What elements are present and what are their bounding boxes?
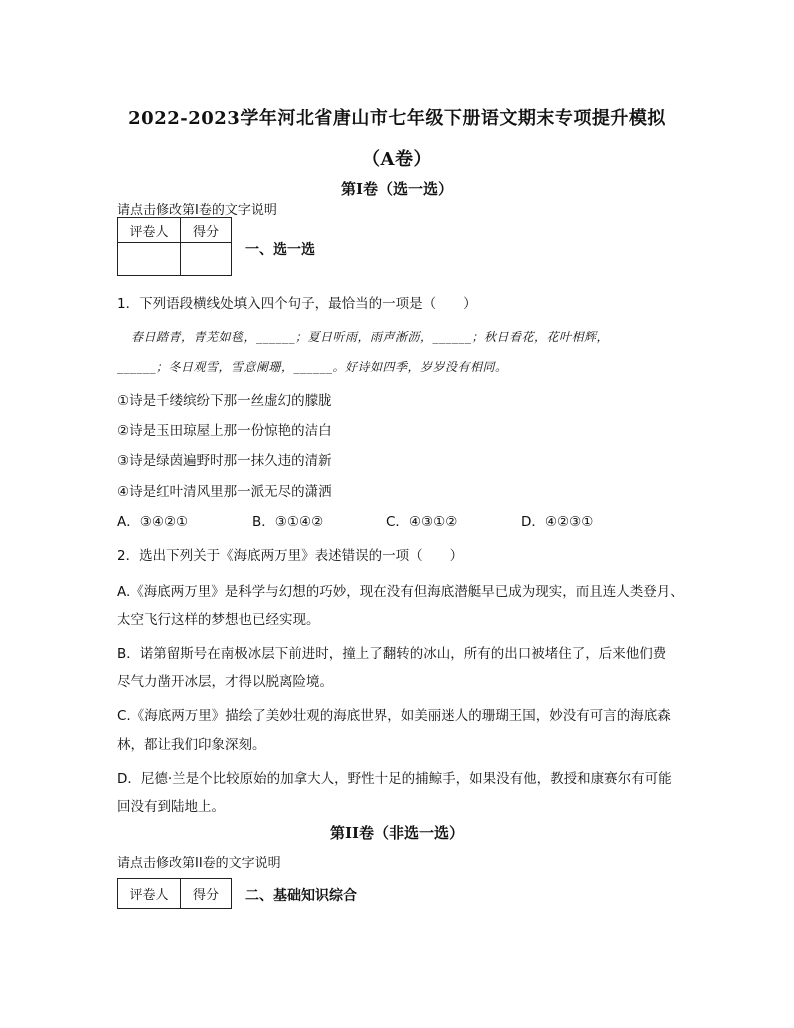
section2-score-table bbox=[117, 878, 232, 909]
q2-option-a-line1: A.《海底两万里》是科学与幻想的巧妙，现在没有但海底潜艇早已成为现实，而且连人类登月、 bbox=[117, 584, 684, 600]
score-table-header-score: 得分 bbox=[181, 218, 232, 243]
section1-heading: 第I卷（选一选） bbox=[340, 180, 454, 198]
section1-part-title: 一、选一选 bbox=[245, 242, 315, 258]
q2-option-d-line2: 回没有到陆地上。 bbox=[117, 799, 225, 815]
doc-title-line1: 2022-2023学年河北省唐山市七年级下册语文期末专项提升模拟 bbox=[128, 108, 666, 129]
score-table-header-grader: 评卷人 bbox=[118, 218, 181, 243]
q1-passage-line2: ______；冬日观雪，雪意阑珊，______。好诗如四季，岁岁没有相同。 bbox=[117, 360, 508, 374]
q1-item-1: ①诗是千缕缤纷下那一丝虚幻的朦胧 bbox=[117, 393, 332, 409]
q2-stem: 2．选出下列关于《海底两万里》表述错误的一项（ ） bbox=[117, 548, 464, 564]
section2-part-title: 二、基础知识综合 bbox=[245, 888, 357, 904]
q1-option-b[interactable]: B．③①④② bbox=[252, 514, 324, 530]
section1-note[interactable]: 请点击修改第I卷的文字说明 bbox=[117, 203, 277, 218]
q2-option-b-line2: 尽气力凿开冰层，才得以脱离险境。 bbox=[117, 674, 333, 690]
q1-item-3: ③诗是绿茵遍野时那一抹久违的清新 bbox=[117, 453, 332, 469]
q1-item-2: ②诗是玉田琼屋上那一份惊艳的洁白 bbox=[117, 423, 332, 439]
q1-passage-line1: 春日踏青，青芜如毯，______；夏日听雨，雨声淅沥，______；秋日看花，花叶相辉， bbox=[131, 330, 610, 344]
score-table-header-score: 得分 bbox=[181, 879, 232, 909]
section2-heading: 第II卷（非选一选） bbox=[329, 824, 465, 842]
section2-note[interactable]: 请点击修改第II卷的文字说明 bbox=[117, 856, 281, 871]
score-table-cell-grader[interactable] bbox=[118, 243, 181, 276]
q2-option-a-line2: 太空飞行这样的梦想也已经实现。 bbox=[117, 612, 320, 628]
q1-options bbox=[117, 510, 593, 530]
q1-option-d[interactable]: D．④②③① bbox=[521, 514, 594, 530]
section1-score-table bbox=[117, 217, 232, 276]
score-table-header-grader: 评卷人 bbox=[118, 879, 181, 909]
q2-option-b-line1: B．诺第留斯号在南极冰层下前进时，撞上了翻转的冰山，所有的出口被堵住了，后来他们费 bbox=[117, 646, 667, 662]
q1-stem: 1．下列语段横线处填入四个句子，最恰当的一项是（ ） bbox=[117, 296, 477, 312]
q1-option-c[interactable]: C．④③①② bbox=[386, 514, 458, 530]
q2-option-c-line2: 林，都让我们印象深刻。 bbox=[117, 737, 266, 753]
q2-option-d-line1: D．尼德·兰是个比较原始的加拿大人，野性十足的捕鲸手，如果没有他，教授和康赛尔有可能 bbox=[117, 771, 672, 787]
doc-title-line2: （A卷） bbox=[362, 149, 432, 170]
score-table-cell-score[interactable] bbox=[181, 243, 232, 276]
q1-item-4: ④诗是红叶清风里那一派无尽的潇洒 bbox=[117, 484, 332, 500]
q2-option-c-line1: C.《海底两万里》描绘了美妙壮观的海底世界，如美丽迷人的珊瑚王国，妙没有可言的海底森 bbox=[117, 708, 671, 724]
q1-option-a[interactable]: A．③④②① bbox=[117, 514, 189, 530]
